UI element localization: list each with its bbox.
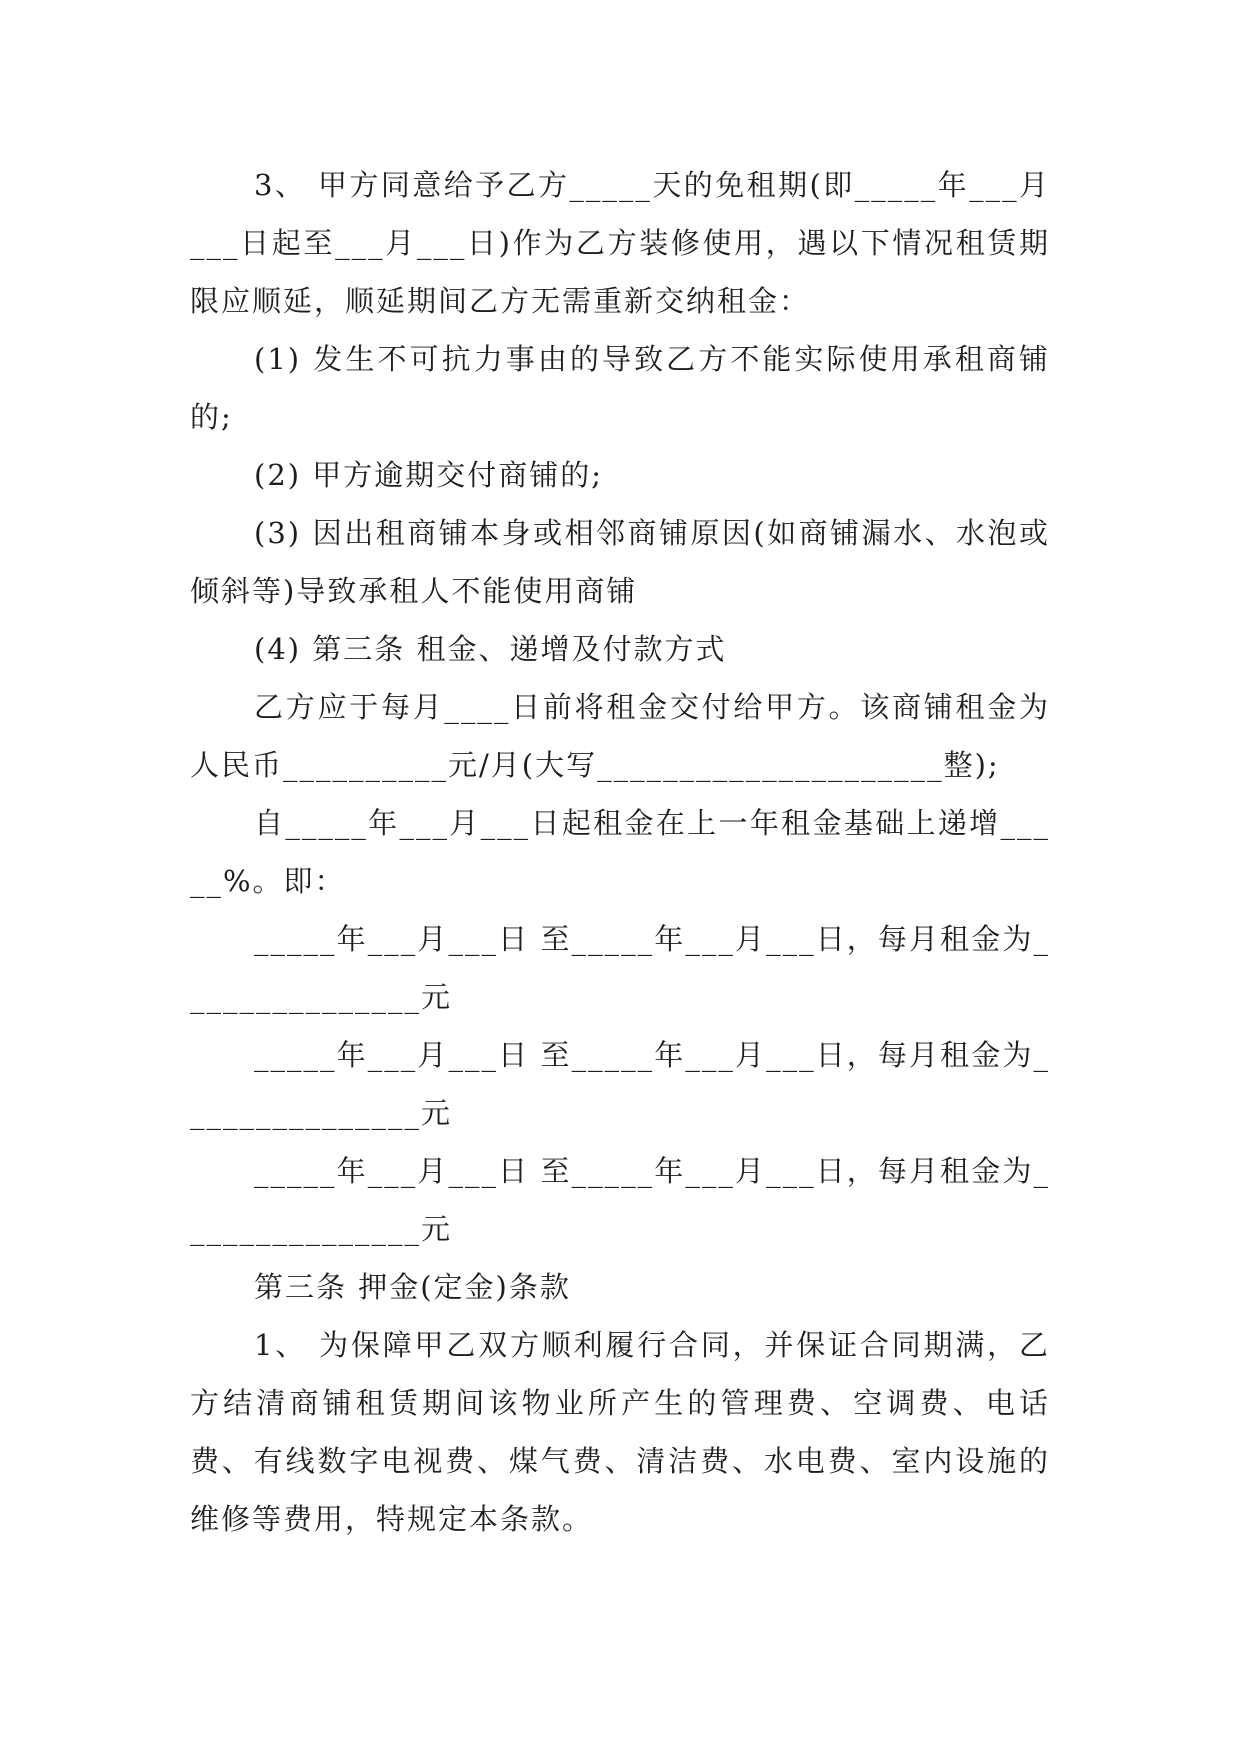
paragraph-deposit-clause-1: 1、 为保障甲乙双方顺利履行合同，并保证合同期满，乙方结清商铺租赁期间该物业所产生的管理费、空调费、电话费、有线数字电视费、煤气费、清洁费、水电费、室内设施的维修等费用，特规定本条款。 [190,1328,1050,1536]
paragraph-rent-period-2: _____年___月___日 至_____年___月___日，每月租金为_______________元 [190,1038,1050,1130]
paragraph-item-2: (2) 甲方逾期交付商铺的; [254,458,604,492]
paragraph-item-3: (3) 因出租商铺本身或相邻商铺原因(如商铺漏水、水泡或倾斜等)导致承租人不能使用商铺 [190,516,1050,608]
paragraph-item-4-heading: (4) 第三条 租金、递增及付款方式 [254,632,727,666]
document-body [190,156,1050,1548]
paragraph-rent-payment: 乙方应于每月____日前将租金交付给甲方。该商铺租金为人民币__________元/月(大写_____________________整); [190,690,1050,782]
paragraph-item-1: (1) 发生不可抗力事由的导致乙方不能实际使用承租商铺的; [190,342,1050,434]
section-heading-deposit: 第三条 押金(定金)条款 [254,1270,571,1304]
paragraph-rent-period-1: _____年___月___日 至_____年___月___日，每月租金为_______________元 [190,922,1050,1014]
paragraph-rent-increase: 自_____年___月___日起租金在上一年租金基础上递增_____%。即： [190,806,1050,898]
paragraph-clause-3-rent-free: 3、 甲方同意给予乙方_____天的免租期(即_____年___月___日起至___月___日)作为乙方装修使用，遇以下情况租赁期限应顺延，顺延期间乙方无需重新交纳租金： [190,168,1050,318]
paragraph-rent-period-3: _____年___月___日 至_____年___月___日，每月租金为_______________元 [190,1154,1050,1246]
